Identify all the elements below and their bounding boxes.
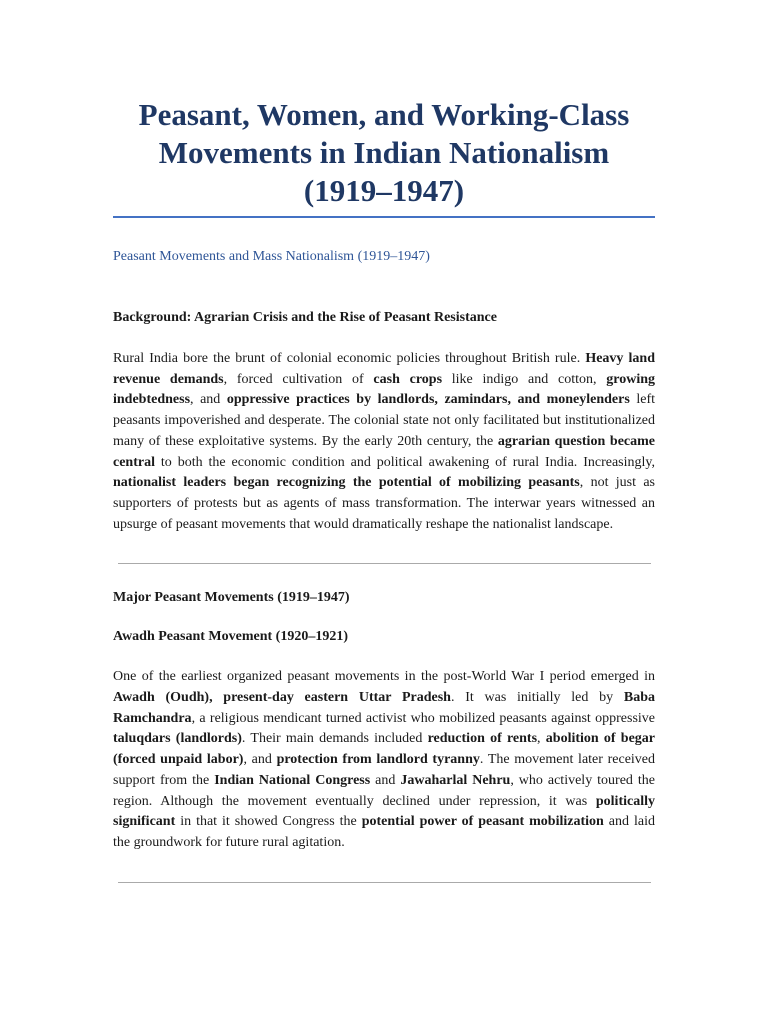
emphasis-text: oppressive practices by landlords, zamindars, and moneylenders	[226, 392, 630, 408]
awadh-movement-heading: Awadh Peasant Movement (1920–1921)	[113, 629, 348, 645]
document-title	[113, 96, 655, 218]
emphasis-text: taluqdars (landlords)	[113, 731, 242, 747]
section-heading: Peasant Movements and Mass Nationalism (1919–1947)	[113, 249, 430, 264]
emphasis-text: reduction of rents	[427, 731, 538, 747]
emphasis-text: Awadh (Oudh), present-day eastern Uttar Pradesh	[113, 690, 451, 706]
title-line-3: (1919–1947)	[303, 173, 465, 208]
horizontal-divider	[118, 882, 651, 883]
document-page	[113, 0, 655, 883]
title-line-1: Peasant, Women, and Working-Class	[138, 97, 630, 132]
emphasis-text: potential power of peasant mobilization	[361, 814, 604, 830]
emphasis-text: Jawaharlal Nehru	[400, 772, 511, 788]
major-movements-heading: Major Peasant Movements (1919–1947)	[113, 590, 350, 606]
title-line-2: Movements in Indian Nationalism	[158, 135, 610, 170]
emphasis-text: Baba Ramchandra	[113, 690, 655, 726]
emphasis-text: abolition of begar (forced unpaid labor)	[113, 731, 656, 768]
emphasis-text: Indian National Congress	[214, 772, 371, 788]
emphasis-text: politically significant	[113, 793, 655, 830]
emphasis-text: agrarian question became central	[113, 433, 655, 470]
horizontal-divider	[118, 563, 651, 564]
awadh-paragraph: One of the earliest organized peasant movements in the post-World War I period emerged in Awadh (Oudh), present-day eastern Uttar Pradesh. It was initially led by Baba Ramchandra, a religious mendicant turned activist who mobilized peasants against oppressive taluqdars (landlords). Their main demands included reduction of rents, abolition of begar (forced unpaid labor), and protection from landlord tyranny. The movement later received support from the Indian National Congress and Jawaharlal Nehru, who actively toured the region. Although the movement eventually declined under repression, it was politically significant in that it showed Congress the potential power of peasant mobilization and laid the groundwork for future rural agitation.	[113, 669, 656, 850]
emphasis-text: protection from landlord tyranny	[276, 752, 480, 768]
emphasis-text: cash crops	[373, 371, 443, 387]
background-heading: Background: Agrarian Crisis and the Rise of Peasant Resistance	[113, 310, 497, 325]
emphasis-text: nationalist leaders began recognizing the potential of mobilizing peasants	[113, 475, 580, 491]
emphasis-text: Heavy land revenue demands	[113, 351, 655, 387]
background-paragraph: Rural India bore the brunt of colonial economic policies throughout British rule. Heavy land revenue demands, forced cultivation of cash crops like indigo and cotton, growing indebtedness, and oppressive practices by landlords, zamindars, and moneylenders left peasants impoverished and desperate. The colonial state not only facilitated but institutionalized many of these exploitative systems. By the early 20th century, the agrarian question became central to both the economic condition and political awakening of rural India. Increasingly, nationalist leaders began recognizing the potential of mobilizing peasants, not just as supporters of protests but as agents of mass transformation. The interwar years witnessed an upsurge of peasant movements that would dramatically reshape the nationalist landscape.	[113, 351, 656, 532]
emphasis-text: growing indebtedness	[113, 371, 655, 408]
